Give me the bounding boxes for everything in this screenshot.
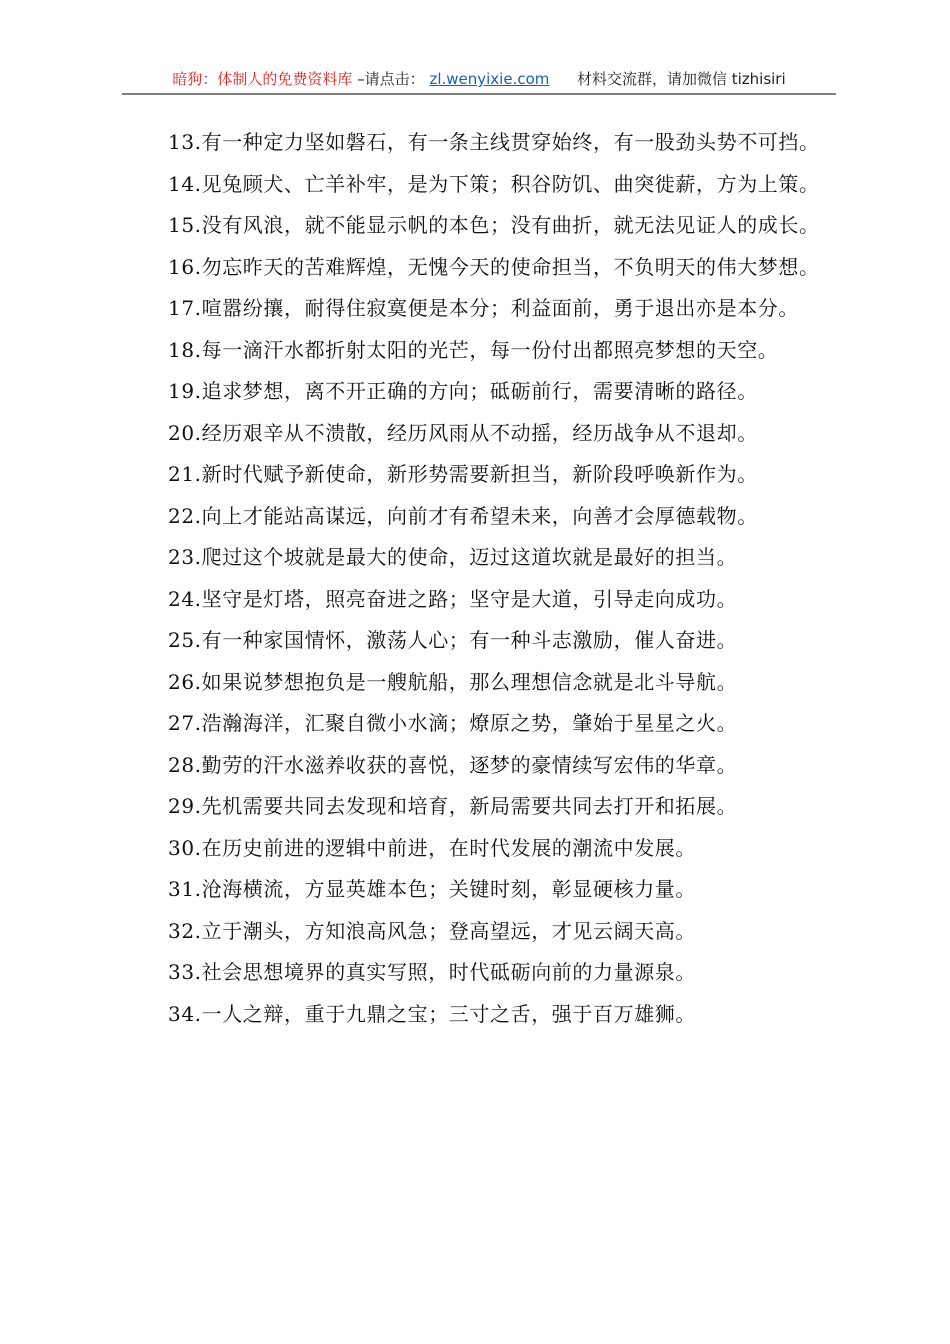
list-item: 23.爬过这个坡就是最大的使命，迈过这道坎就是最好的担当。 — [168, 545, 738, 569]
list-item: 24.坚守是灯塔，照亮奋进之路；坚守是大道，引导走向成功。 — [168, 586, 738, 611]
list-item: 16.勿忘昨天的苦难辉煌，无愧今天的使命担当，不负明天的伟大梦想。 — [168, 254, 820, 279]
list-item: 29.先机需要共同去发现和培育，新局需要共同去打开和拓展。 — [168, 794, 738, 818]
list-item: 34.一人之辩，重于九鼎之宝；三寸之舌，强于百万雄狮。 — [168, 1001, 697, 1026]
list-item: 20.经历艰辛从不溃散，经历风雨从不动摇，经历战争从不退却。 — [168, 420, 758, 445]
list-item: 18.每一滴汗水都折射太阳的光芒，每一份付出都照亮梦想的天空。 — [168, 337, 779, 362]
header-prompt-text: –请点击： — [357, 70, 425, 88]
list-item: 22.向上才能站高谋远，向前才有希望未来，向善才会厚德载物。 — [168, 503, 758, 528]
list-item: 33.社会思想境界的真实写照，时代砥砺向前的力量源泉。 — [168, 960, 697, 984]
list-item: 26.如果说梦想抱负是一艘航船，那么理想信念就是北斗导航。 — [168, 669, 738, 694]
header-brand-text: 暗狗：体制人的免费资料库 — [172, 70, 353, 88]
list-item: 15.没有风浪，就不能显示帆的本色；没有曲折，就无法见证人的成长。 — [168, 213, 820, 237]
list-item: 21.新时代赋予新使命，新形势需要新担当，新阶段呼唤新作为。 — [168, 462, 758, 486]
header-divider — [122, 93, 836, 95]
list-item: 14.见兔顾犬、亡羊补牢，是为下策；积谷防饥、曲突徙薪，方为上策。 — [168, 171, 820, 196]
list-item: 25.有一种家国情怀，激荡人心；有一种斗志激励，催人奋进。 — [168, 628, 738, 652]
list-item: 19.追求梦想，离不开正确的方向；砥砺前行，需要清晰的路径。 — [168, 379, 758, 403]
header-website-link[interactable]: zl.wenyixie.com — [429, 70, 550, 88]
list-item: 17.喧嚣纷攘，耐得住寂寞便是本分；利益面前，勇于退出亦是本分。 — [168, 296, 800, 320]
list-item: 28.勤劳的汗水滋养收获的喜悦，逐梦的豪情续写宏伟的华章。 — [168, 752, 738, 777]
list-item: 13.有一种定力坚如磐石，有一条主线贯穿始终，有一股劲头势不可挡。 — [168, 130, 820, 154]
list-item: 31.沧海横流，方显英雄本色；关键时刻，彰显硬核力量。 — [168, 877, 697, 901]
list-item: 27.浩瀚海洋，汇聚自微小水滴；燎原之势，肇始于星星之火。 — [168, 711, 738, 735]
header-contact-text: 材料交流群，请加微信 tizhisiri — [576, 70, 786, 88]
document-body — [124, 122, 836, 1035]
list-item: 30.在历史前进的逻辑中前进，在时代发展的潮流中发展。 — [168, 835, 697, 860]
page-header — [122, 68, 836, 92]
list-item: 32.立于潮头，方知浪高风急；登高望远，才见云阔天高。 — [168, 918, 697, 943]
